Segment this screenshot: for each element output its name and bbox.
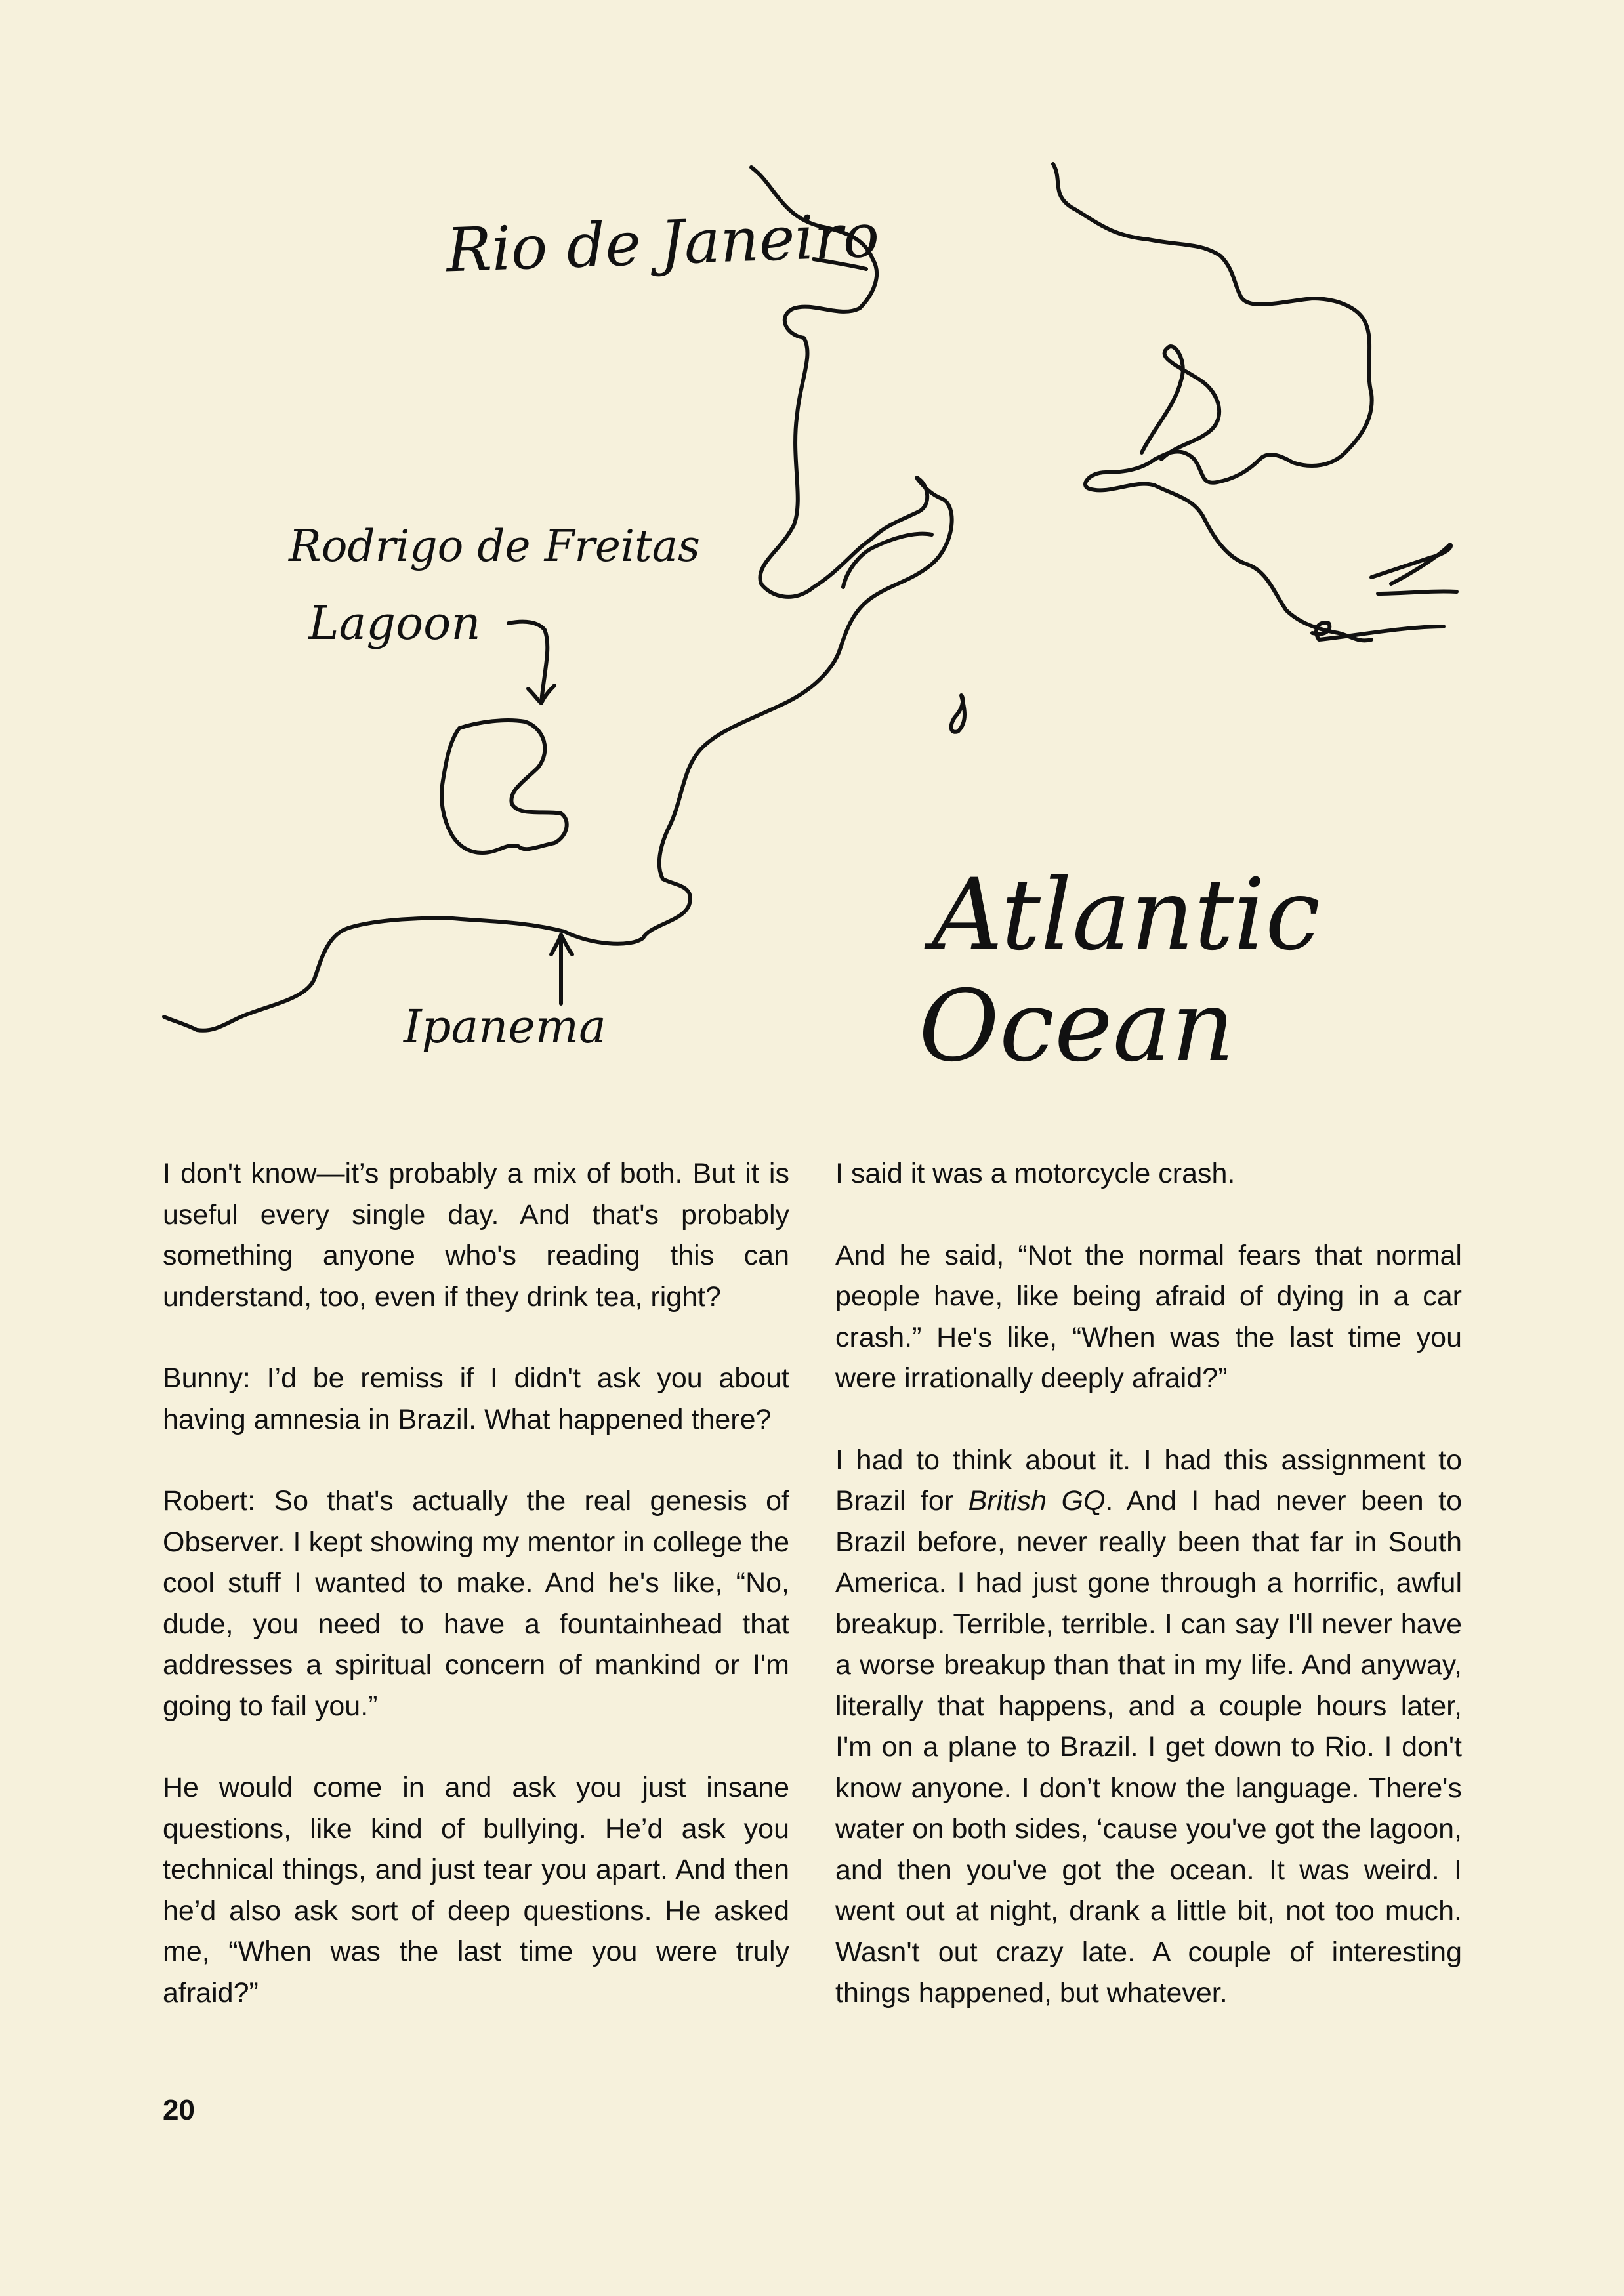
coastline-east-inner (1142, 346, 1219, 459)
coastline-west (164, 167, 952, 1031)
article-body (163, 1153, 1462, 2014)
lagoon-arrow (509, 622, 554, 703)
article-paragraph: I don't know—it’s probably a mix of both. But it is useful every single day. And that's probably something anyone who's reading this can understand, too, even if they drink tea, right? (163, 1158, 789, 1313)
article-paragraph (835, 1440, 1462, 2014)
map-label-atlantic: Atlantic (932, 858, 1321, 972)
coastline-east-fragment (1312, 544, 1457, 640)
map-label-lagoon: Lagoon (308, 596, 481, 650)
article-column-left (163, 1153, 789, 2014)
article-paragraph: I said it was a motorcycle crash. (835, 1158, 1236, 1189)
island (951, 695, 965, 732)
article-paragraph: And he said, “Not the normal fears that normal people have, like being afraid of dying in a car crash.” He's like, “When was the last time you were irrationally deeply afraid?” (835, 1239, 1462, 1394)
article-paragraph: He would come in and ask you just insane questions, like kind of bullying. He’d ask you technical things, and just tear you apart. And then he’d also ask sort of deep questions. He asked me, “When was the last time you were truly afraid?” (163, 1772, 789, 2009)
coastline-east (1053, 164, 1372, 640)
article-text: I had to think about it. I had this assignment to Brazil for (835, 1444, 1462, 1517)
map-label-ocean: Ocean (919, 970, 1235, 1084)
map-label-rio-de-janeiro: Rio de Janeiro (445, 200, 881, 286)
rio-map-illustration (0, 0, 1624, 1115)
article-text: . And I had never been to Brazil before, never really been that far in South America. I had just gone through a horrific, awful breakup. Terrible, terrible. I can say I'll never have a worse breakup than that in my life. And anyway, literally that happens, and a couple hours later, I'm on a plane to Brazil. I get down to Rio. I don't know anyone. I don’t know the language. There's water on both sides, ‘cause you've got the lagoon, and then you've got the ocean. It was weird. I went out at night, drank a little bit, not too much. Wasn't out crazy late. A couple of interesting things happened, but whatever. (835, 1485, 1462, 2009)
map-label-ipanema: Ipanema (404, 1000, 606, 1054)
lagoon-outline (442, 720, 567, 853)
article-paragraph: Robert: So that's actually the real genesis of Observer. I kept showing my mentor in college the cool stuff I wanted to make. And he's like, “No, dude, you need to have a fountainhead that addresses a spiritual concern of mankind or I'm going to fail you.” (163, 1485, 789, 1722)
publication-name: British GQ (968, 1485, 1106, 1517)
article-column-right (835, 1153, 1462, 2014)
article-paragraph: Bunny: I’d be remiss if I didn't ask you about having amnesia in Brazil. What happened there? (163, 1363, 789, 1435)
ipanema-arrow (551, 935, 572, 1004)
map-label-rodrigo-de-freitas: Rodrigo de Freitas (289, 521, 700, 571)
coastline-bay (843, 534, 932, 587)
page-number: 20 (163, 2094, 195, 2126)
